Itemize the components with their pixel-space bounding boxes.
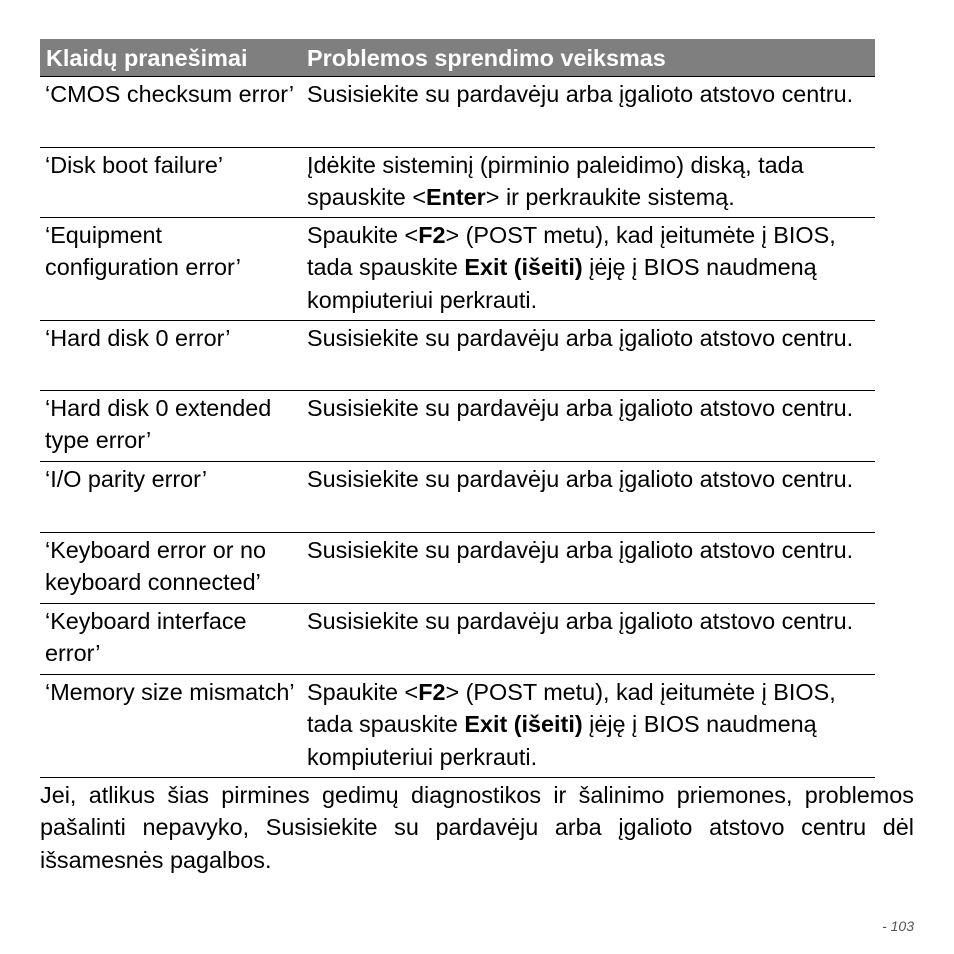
solution-text (307, 391, 873, 424)
solution-segment: įėję į BIOS naudmeną kompiuteriui perkrauti. (307, 711, 817, 770)
key-name: F2 (418, 679, 446, 705)
table-row (40, 675, 875, 778)
error-message-text: ‘Hard disk 0 extended type error’ (45, 395, 272, 454)
column-header-action: Problemos sprendimo veiksmas (302, 39, 875, 77)
key-name: Enter (425, 184, 486, 211)
solution-segment: > ir perkraukite sistemą. (485, 184, 735, 211)
table-header-row (40, 39, 875, 77)
error-messages-table (40, 39, 875, 778)
error-message-cell (40, 218, 302, 321)
error-message-cell (40, 321, 302, 391)
error-message-text: ‘CMOS checksum error’ (45, 81, 295, 107)
error-message-cell (40, 391, 302, 462)
solution-text (307, 533, 873, 566)
table-body (40, 77, 875, 778)
table-header (40, 39, 875, 77)
table-row (40, 148, 875, 218)
solution-text (307, 148, 873, 214)
error-message-cell (40, 533, 302, 604)
key-name: Exit (išeiti) (464, 254, 583, 281)
table-row (40, 604, 875, 675)
key-name: F2 (418, 222, 446, 248)
error-message-text: ‘Keyboard interface error’ (45, 608, 247, 667)
error-messages-table-wrapper (40, 39, 875, 778)
table-row (40, 321, 875, 391)
table-row (40, 462, 875, 533)
error-message-text: ‘Keyboard error or no keyboard connected’ (45, 537, 267, 596)
column-header-message: Klaidų pranešimai (40, 39, 302, 77)
error-message-text: ‘Memory size mismatch’ (45, 679, 295, 705)
solution-text (307, 321, 873, 354)
key-name: Exit (išeiti) (464, 711, 583, 738)
error-message-text: ‘Disk boot failure’ (45, 152, 224, 178)
error-message-cell (40, 462, 302, 533)
error-message-cell (40, 77, 302, 148)
table-row (40, 533, 875, 604)
solution-segment: Susisiekite su pardavėju arba įgalioto atstovo centru. (307, 81, 854, 107)
solution-cell (302, 462, 875, 533)
table-row (40, 77, 875, 148)
page-number: - 103 (882, 918, 914, 934)
error-message-text: ‘Equipment configuration error’ (45, 222, 241, 281)
solution-segment: įėję į BIOS naudmeną kompiuteriui perkrauti. (307, 254, 817, 313)
solution-segment: Spaukite < (307, 222, 419, 248)
solution-segment: Spaukite < (307, 679, 419, 705)
solution-cell (302, 77, 875, 148)
solution-segment: > (POST metu), kad įeitumėte į BIOS, tada spauskite (307, 679, 836, 738)
solution-cell (302, 533, 875, 604)
solution-text (307, 604, 873, 637)
solution-segment: Įdėkite sisteminį (pirminio paleidimo) diską, tada spauskite < (307, 152, 804, 211)
solution-text (307, 218, 873, 316)
solution-segment: Susisiekite su pardavėju arba įgalioto atstovo centru. (307, 608, 854, 634)
error-message-cell (40, 148, 302, 218)
table-row (40, 218, 875, 321)
solution-segment: > (POST metu), kad įeitumėte į BIOS, tada spauskite (307, 222, 836, 281)
closing-paragraph: Jei, atlikus šias pirmines gedimų diagnostikos ir šalinimo priemones, problemos pašalinti nepavyko, Susisiekite su pardavėju arba įgalioto atstovo centru dėl išsamesnės pagalbos. (40, 782, 914, 873)
solution-text (307, 675, 873, 773)
solution-cell (302, 391, 875, 462)
solution-cell (302, 321, 875, 391)
solution-cell (302, 675, 875, 778)
error-message-cell (40, 675, 302, 778)
solution-segment: Susisiekite su pardavėju arba įgalioto atstovo centru. (307, 325, 854, 351)
solution-text (307, 462, 873, 495)
error-message-cell (40, 604, 302, 675)
solution-segment: Susisiekite su pardavėju arba įgalioto atstovo centru. (307, 466, 854, 492)
solution-segment: Susisiekite su pardavėju arba įgalioto atstovo centru. (307, 395, 854, 421)
solution-text (307, 77, 873, 110)
solution-cell (302, 218, 875, 321)
solution-cell (302, 604, 875, 675)
table-row (40, 391, 875, 462)
error-message-text: ‘Hard disk 0 error’ (45, 325, 231, 351)
error-message-text: ‘I/O parity error’ (45, 466, 208, 492)
solution-cell (302, 148, 875, 218)
solution-segment: Susisiekite su pardavėju arba įgalioto atstovo centru. (307, 537, 854, 563)
